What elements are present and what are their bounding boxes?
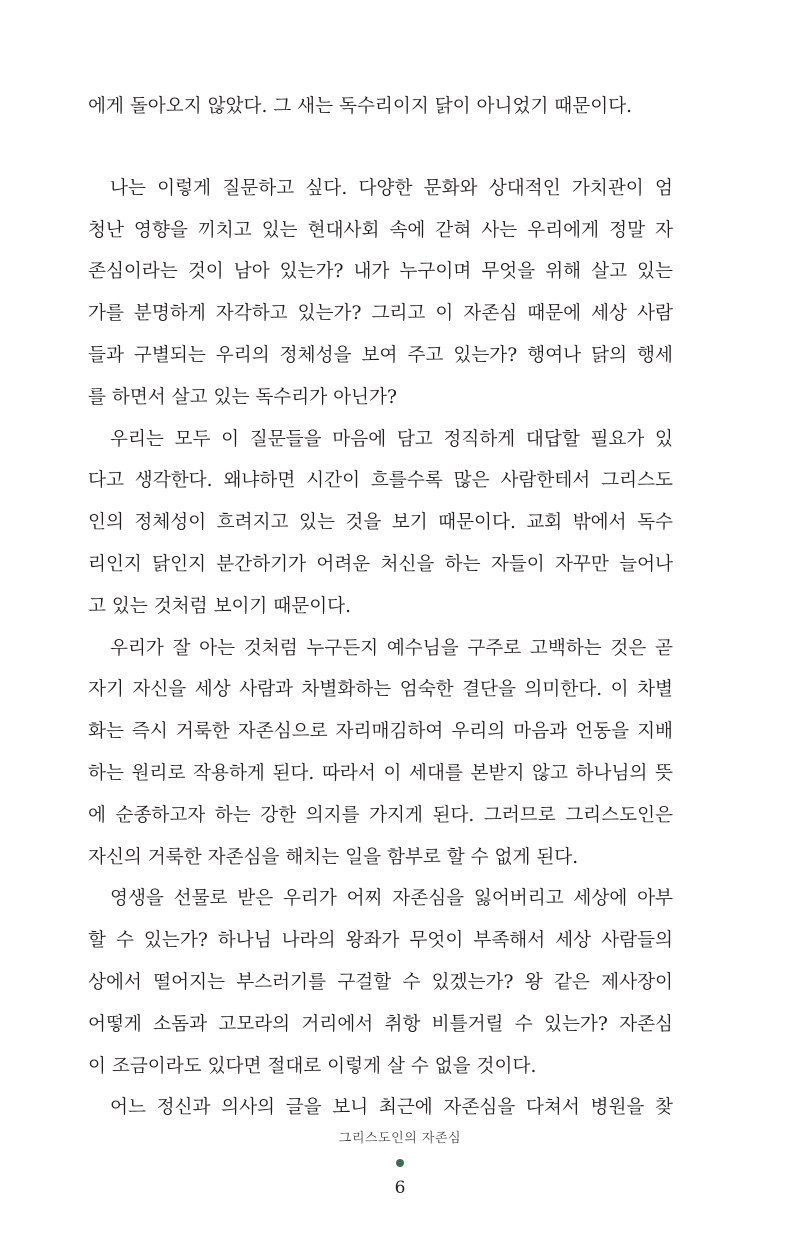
text-line: 고 있는 것처럼 보이기 때문이다. [88, 595, 352, 617]
text-line: 화는 즉시 거룩한 자존심으로 자리매김하여 우리의 마음과 언동을 지배 [88, 721, 673, 743]
text-line: 하는 원리로 작용하게 된다. 따라서 이 세대를 본받지 않고 하나님의 뜻 [88, 762, 673, 784]
text-line: 나는 이렇게 질문하고 싶다. 다양한 문화와 상대적인 가치관이 엄 [110, 177, 673, 199]
text-line: 를 하면서 살고 있는 독수리가 아닌가? [88, 386, 397, 408]
text-line: 들과 구별되는 우리의 정체성을 보여 주고 있는가? 행여나 닭의 행세 [88, 344, 673, 366]
text-line: 우리는 모두 이 질문들을 마음에 담고 정직하게 대답할 필요가 있 [110, 428, 673, 450]
text-line: 영생을 선물로 받은 우리가 어찌 자존심을 잃어버리고 세상에 아부 [110, 888, 673, 910]
text-line: 에 순종하고자 하는 강한 의지를 가지게 된다. 그러므로 그리스도인은 [88, 804, 673, 826]
page-body [88, 86, 673, 1129]
page-number: 6 [394, 1178, 406, 1198]
text-line: 자기 자신을 세상 사람과 차별화하는 엄숙한 결단을 의미한다. 이 차별 [88, 679, 673, 701]
paragraph-gap [88, 128, 673, 168]
text-line: 어떻게 소돔과 고모라의 거리에서 취항 비틀거릴 수 있는가? 자존심 [88, 1013, 673, 1035]
text-line: 우리가 잘 아는 것처럼 누구든지 예수님을 구주로 고백하는 것은 곧 [110, 637, 673, 659]
text-line: 리인지 닭인지 분간하기가 어려운 처신을 하는 자들이 자꾸만 늘어나 [88, 553, 673, 575]
text-line: 어느 정신과 의사의 글을 보니 최근에 자존심을 다쳐서 병원을 찾 [110, 1097, 673, 1119]
text-line: 자신의 거룩한 자존심을 해치는 일을 함부로 할 수 없게 된다. [88, 846, 579, 868]
text-line: 청난 영향을 끼치고 있는 현대사회 속에 갇혀 사는 우리에게 정말 자 [88, 219, 673, 241]
text-line: 상에서 떨어지는 부스러기를 구걸할 수 있겠는가? 왕 같은 제사장이 [88, 971, 673, 993]
running-footer-title: 그리스도인의 자존심 [338, 1131, 462, 1146]
text-line: 존심이라는 것이 남아 있는가? 내가 누구이며 무엇을 위해 살고 있는 [88, 261, 673, 283]
text-line: 에게 돌아오지 않았다. 그 새는 독수리이지 닭이 아니었기 때문이다. [88, 96, 633, 117]
text-line: 가를 분명하게 자각하고 있는가? 그리고 이 자존심 때문에 세상 사람 [88, 303, 673, 325]
text-line: 인의 정체성이 흐려지고 있는 것을 보기 때문이다. 교회 밖에서 독수 [88, 512, 673, 534]
footer-dot-ornament [396, 1159, 404, 1167]
text-line: 다고 생각한다. 왜냐하면 시간이 흐를수록 많은 사람한테서 그리스도 [88, 470, 673, 492]
text-line: 이 조금이라도 있다면 절대로 이렇게 살 수 없을 것이다. [88, 1055, 537, 1077]
text-line: 할 수 있는가? 하나님 나라의 왕좌가 무엇이 부족해서 세상 사람들의 [88, 930, 673, 952]
